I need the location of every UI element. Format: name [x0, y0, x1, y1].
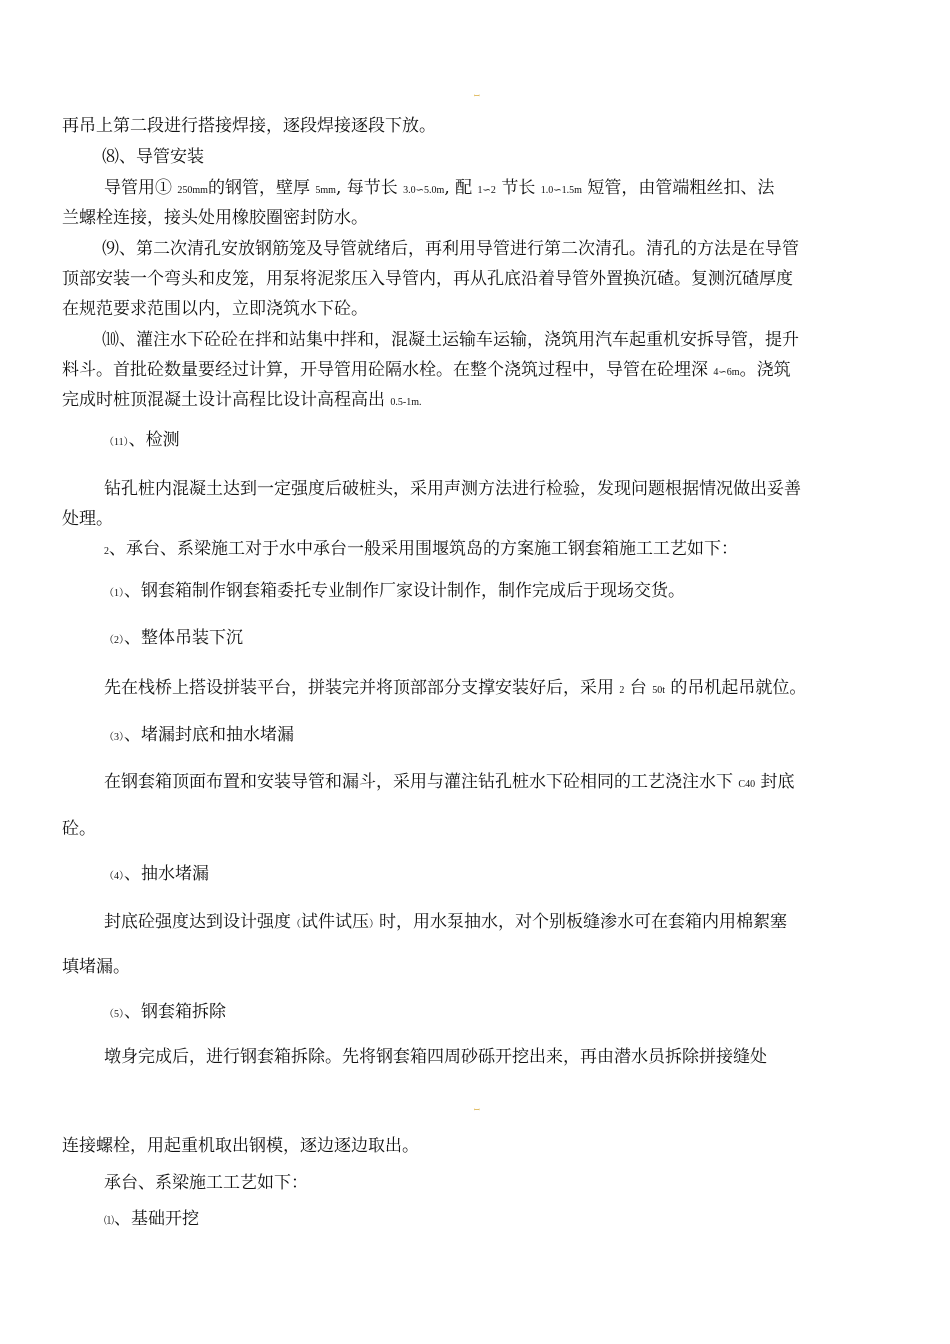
- text-line: 承台、系梁施工工艺如下：: [104, 1173, 308, 1193]
- text-line: ⑼、第二次清孔安放钢筋笼及导管就绪后，再利用导管进行第二次清孔。清孔的方法是在导管: [102, 239, 799, 259]
- text-line: 填堵漏。: [62, 957, 130, 977]
- text-line: 料斗。首批砼数量要经过计算，开导管用砼隔水栓。在整个浇筑过程中，导管在砼埋深 4∽6m。浇筑: [62, 360, 791, 380]
- section-heading: （11）、检测: [104, 430, 180, 450]
- text-line: 墩身完成后，进行钢套箱拆除。先将钢套箱四周砂砾开挖出来，再由潜水员拆除拼接缝处: [104, 1047, 767, 1067]
- section-heading: （2）、整体吊装下沉: [104, 628, 243, 648]
- text-line: 在钢套箱顶面布置和安装导管和漏斗，采用与灌注钻孔桩水下砼相同的工艺浇注水下 C40 封底: [104, 772, 795, 792]
- page-break-mark-top: ꟷ: [474, 92, 480, 100]
- text-line: 完成时桩顶混凝土设计高程比设计高程高出 0.5-1m.: [62, 390, 422, 410]
- text-line: 导管用① 250mm的钢管，壁厚 5mm, 每节长 3.0∽5.0m, 配 1∽2 节长 1.0∽1.5m 短管，由管端粗丝扣、法: [104, 178, 775, 198]
- text-line: （1）、钢套箱制作钢套箱委托专业制作厂家设计制作，制作完成后于现场交货。: [104, 581, 685, 601]
- section-heading: （3）、堵漏封底和抽水堵漏: [104, 725, 294, 745]
- section-heading: ⑻、导管安装: [102, 147, 204, 167]
- text-line: 在规范要求范围以内，立即浇筑水下砼。: [62, 299, 368, 319]
- text-line: 2、承台、系梁施工对于水中承台一般采用围堰筑岛的方案施工钢套箱施工工艺如下：: [104, 539, 738, 559]
- text-line: 连接螺栓，用起重机取出钢模，逐边逐边取出。: [62, 1136, 419, 1156]
- text-line: 顶部安装一个弯头和皮笼，用泵将泥浆压入导管内，再从孔底沿着导管外置换沉碴。复测沉碴厚度: [62, 269, 793, 289]
- text-line: 先在栈桥上搭设拼装平台，拼装完并将顶部部分支撑安装好后，采用 2 台 50t 的吊机起吊就位。: [104, 678, 807, 698]
- text-line: 处理。: [62, 509, 113, 529]
- section-heading: （5）、钢套箱拆除: [104, 1002, 226, 1022]
- text-line: 钻孔桩内混凝土达到一定强度后破桩头，采用声测方法进行检验，发现问题根据情况做出妥善: [104, 479, 801, 499]
- text-line: 封底砼强度达到设计强度（试件试压）时，用水泵抽水，对个别板缝渗水可在套箱内用棉絮塞: [104, 912, 787, 932]
- section-heading: ⑴、基础开挖: [104, 1209, 199, 1229]
- section-heading: （4）、抽水堵漏: [104, 864, 209, 884]
- text-line: 兰螺栓连接，接头处用橡胶圈密封防水。: [62, 208, 368, 228]
- text-line: ⑽、灌注水下砼砼在拌和站集中拌和，混凝土运输车运输，浇筑用汽车起重机安拆导管，提升: [102, 330, 799, 350]
- text-line: 砼。: [62, 819, 96, 839]
- page-break-mark-middle: ꟷ: [474, 1106, 480, 1114]
- text-line: 再吊上第二段进行搭接焊接，逐段焊接逐段下放。: [62, 116, 436, 136]
